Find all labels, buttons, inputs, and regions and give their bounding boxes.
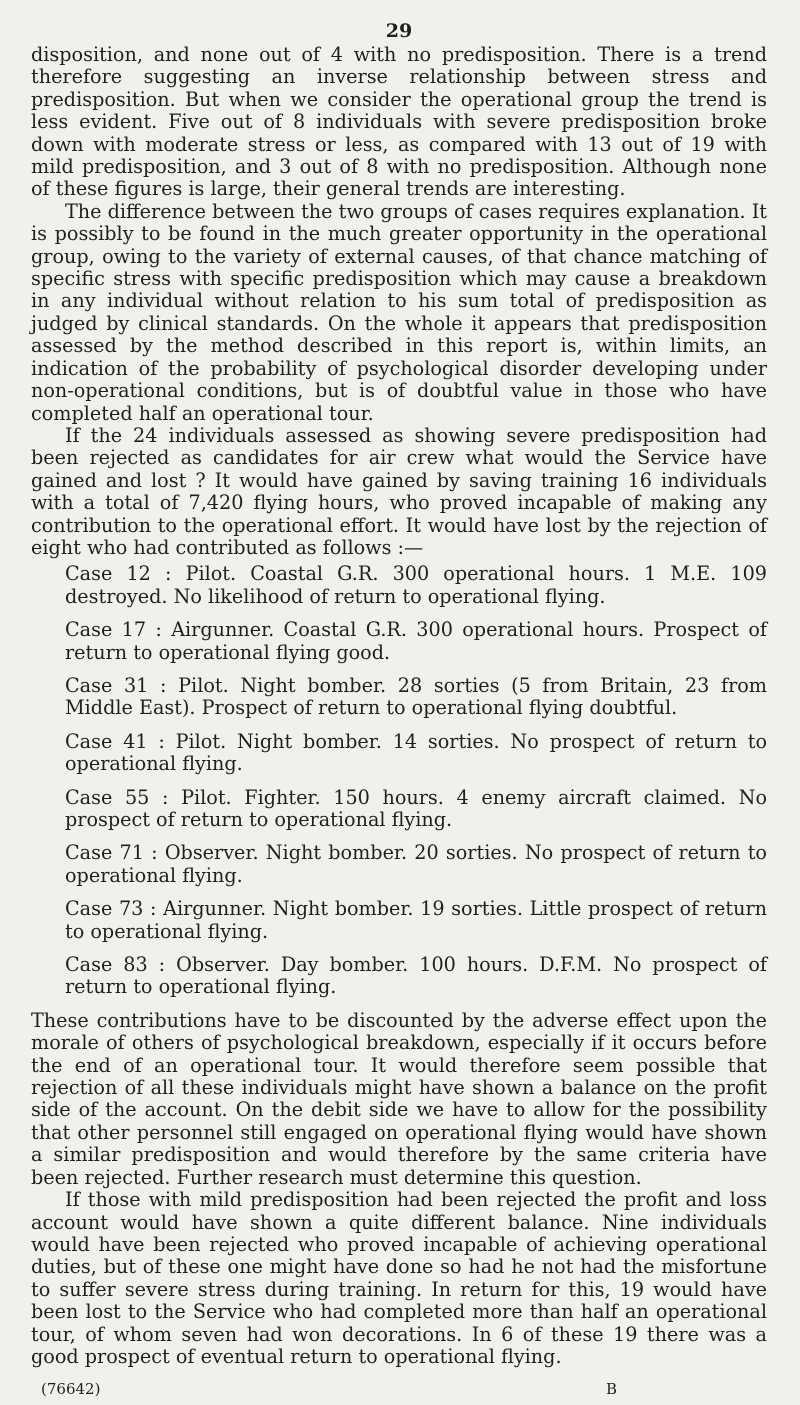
case-entry: Case 31 : Pilot. Night bomber. 28 sorties (5 from Britain, 23 from Middle East). Prospect of return to operational flying doubtful. (65, 673, 767, 720)
page-footer (31, 1380, 767, 1398)
print-code: (76642) (41, 1380, 101, 1399)
case-entry: Case 41 : Pilot. Night bomber. 14 sorties. No prospect of return to operational flying. (65, 729, 767, 776)
case-entry: Case 12 : Pilot. Coastal G.R. 300 operational hours. 1 M.E. 109 destroyed. No likelihood of return to operational flying. (65, 562, 767, 608)
paragraph-mild-predisposition: If those with mild predisposition had been rejected the profit and loss account would have shown a quite different balance. Nine individuals would have been rejected who proved incapable of achieving operational duties, but of these one might have done so had he not had the misfortune to suffer severe stress during training. In return for this, 19 would have been lost to the Service who had completed more than half an operational tour, of whom seven had won decorations. In 6 of these 19 there was a good prospect of eventual return to operational flying. (31, 1188, 767, 1368)
paragraph-contributions-discounted: These contributions have to be discounted by the adverse effect upon the morale of others of psychological breakdown, especially if it occurs before the end of an operational tour. It would therefore seem possible that rejection of all these individuals might have shown a balance on the profit side of the account. On the debit side we have to allow for the possibility that other personnel still engaged on operational flying would have shown a similar predisposition and would therefore by the same criteria have been rejected. Further research must determine this question. (31, 1008, 767, 1189)
paragraph-rejection-gain-loss: If the 24 individuals assessed as showing severe predisposition had been rejected as candidates for air crew what would the Service have gained and lost ? It would have gained by saving training 16 individuals with a total of 7,420 flying hours, who proved incapable of making any contribution to the operational effort. It would have lost by the rejection of eight who had contributed as follows :— (31, 423, 767, 559)
paragraph-predisposition-trend: disposition, and none out of 4 with no predisposition. There is a trend therefore suggesting an inverse relationship between stress and predisposition. But when we consider the operational group the trend is less evident. Five out of 8 individuals with severe predisposition broke down with moderate stress or less, as compared with 13 out of 19 with mild predisposition, and 3 out of 8 with no predisposition. Although none of these figures is large, their general trends are interesting. (31, 43, 767, 201)
case-entry: Case 55 : Pilot. Fighter. 150 hours. 4 enemy aircraft claimed. No prospect of return to operational flying. (65, 785, 767, 831)
paragraph-group-difference: The difference between the two groups of cases requires explanation. It is possibly to be found in the much greater opportunity in the operational group, owing to the variety of external causes, of that chance matching of specific stress with specific predisposition which may cause a breakdown in any individual without relation to his sum total of predisposition as judged by clinical standards. On the whole it appears that predisposition assessed by the method described in this report is, within limits, an indication of the probability of psychological disorder developing under non-operational conditions, but is of doubtful value in those who have completed half an operational tour. (31, 199, 767, 425)
case-entry: Case 17 : Airgunner. Coastal G.R. 300 operational hours. Prospect of return to operational flying good. (65, 618, 767, 664)
signature-mark: B (605, 1380, 617, 1399)
case-entry: Case 83 : Observer. Day bomber. 100 hours. D.F.M. No prospect of return to operational flying. (65, 953, 767, 999)
case-entry: Case 71 : Observer. Night bomber. 20 sorties. No prospect of return to operational flying. (65, 841, 767, 887)
case-entry: Case 73 : Airgunner. Night bomber. 19 sorties. Little prospect of return to operational flying. (65, 897, 767, 943)
case-list (31, 563, 767, 999)
page-number: 29 (385, 20, 413, 42)
